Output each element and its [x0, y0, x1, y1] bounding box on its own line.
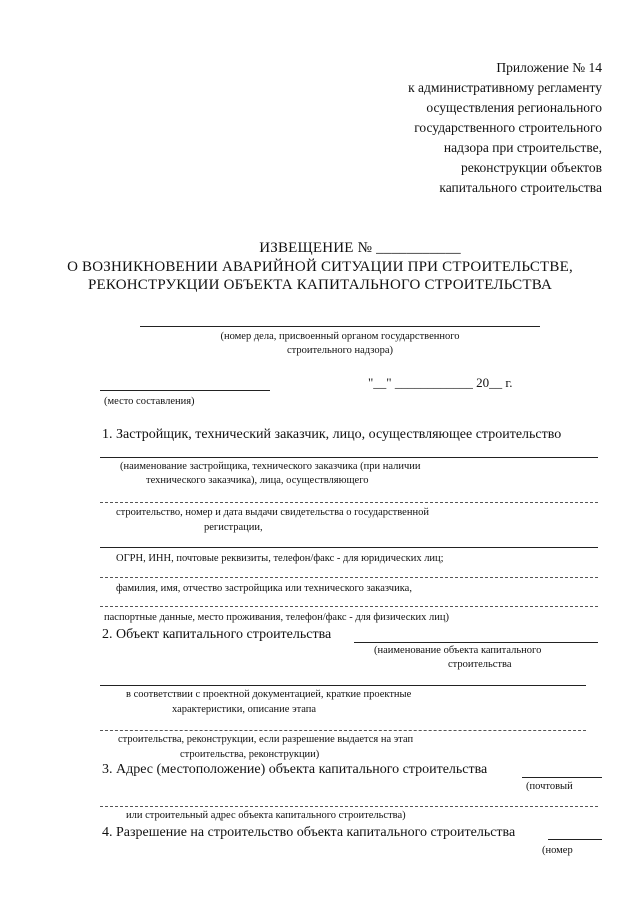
section-1-title: 1. Застройщик, технический заказчик, лицо, осуществляющее строительство [102, 427, 562, 442]
section-2-caption: строительства [448, 659, 512, 670]
header-line: капитального строительства [439, 180, 602, 195]
section-1-caption: (наименование застройщика, технического заказчика (при наличии [120, 461, 421, 472]
developer-name-field[interactable] [100, 457, 598, 458]
case-number-caption: (номер дела, присвоенный органом государственного [220, 331, 460, 342]
section-1-caption: строительство, номер и дата выдачи свидетельства о государственной [116, 507, 429, 518]
section-2-caption: характеристики, описание этапа [172, 704, 317, 715]
section-4-caption: (номер [542, 845, 573, 856]
object-description-field[interactable] [100, 685, 586, 686]
section-3-title: 3. Адрес (местоположение) объекта капитального строительства [102, 762, 488, 777]
address-continued-field[interactable] [100, 806, 598, 807]
header-line: к административному регламенту [408, 80, 602, 95]
section-2-caption: (наименование объекта капитального [374, 645, 542, 656]
title-notice-number: ИЗВЕЩЕНИЕ № ___________ [259, 240, 461, 256]
section-1-caption: технического заказчика), лица, осуществляющего [146, 475, 369, 486]
case-number-field[interactable] [140, 326, 540, 327]
section-1-caption: фамилия, имя, отчество застройщика или технического заказчика, [116, 583, 412, 594]
title-line-2: О ВОЗНИКНОВЕНИИ АВАРИЙНОЙ СИТУАЦИИ ПРИ СТРОИТЕЛЬСТВЕ, [67, 259, 573, 275]
section-2-caption: в соответствии с проектной документацией, краткие проектные [126, 689, 412, 700]
legal-entity-details-field[interactable] [100, 577, 598, 578]
developer-info-field[interactable] [100, 502, 598, 503]
header-line: реконструкции объектов [460, 160, 602, 175]
permit-number-field[interactable] [548, 839, 602, 840]
address-field[interactable] [522, 777, 602, 778]
place-caption: (место составления) [104, 396, 195, 407]
section-3-caption: (почтовый [526, 781, 573, 792]
case-number-caption: строительного надзора) [286, 345, 394, 356]
header-line: надзора при строительстве, [443, 140, 602, 155]
section-1-caption: регистрации, [204, 522, 263, 533]
section-4-title: 4. Разрешение на строительство объекта капитального строительства [102, 825, 516, 840]
header-line: государственного строительного [414, 120, 602, 135]
registration-field[interactable] [100, 547, 598, 548]
section-2-caption: строительства, реконструкции, если разрешение выдается на этап [118, 734, 414, 745]
title-line-3: РЕКОНСТРУКЦИИ ОБЪЕКТА КАПИТАЛЬНОГО СТРОИТЕЛЬСТВА [87, 277, 553, 293]
section-2-title: 2. Объект капитального строительства [102, 627, 332, 642]
section-3-caption: или строительный адрес объекта капитального строительства) [126, 810, 406, 821]
header-line: Приложение № 14 [496, 60, 602, 75]
section-1-caption: паспортные данные, место проживания, телефон/факс - для физических лиц) [104, 612, 449, 623]
place-field[interactable] [100, 390, 270, 391]
individual-details-field[interactable] [100, 606, 598, 607]
object-name-field[interactable] [354, 642, 598, 643]
header-line: осуществления регионального [426, 100, 602, 115]
section-1-caption: ОГРН, ИНН, почтовые реквизиты, телефон/факс - для юридических лиц; [116, 553, 444, 564]
object-stage-field[interactable] [100, 730, 586, 731]
date-field[interactable]: "__" ____________ 20__ г. [368, 375, 513, 390]
section-2-caption: строительства, реконструкции) [180, 749, 320, 760]
